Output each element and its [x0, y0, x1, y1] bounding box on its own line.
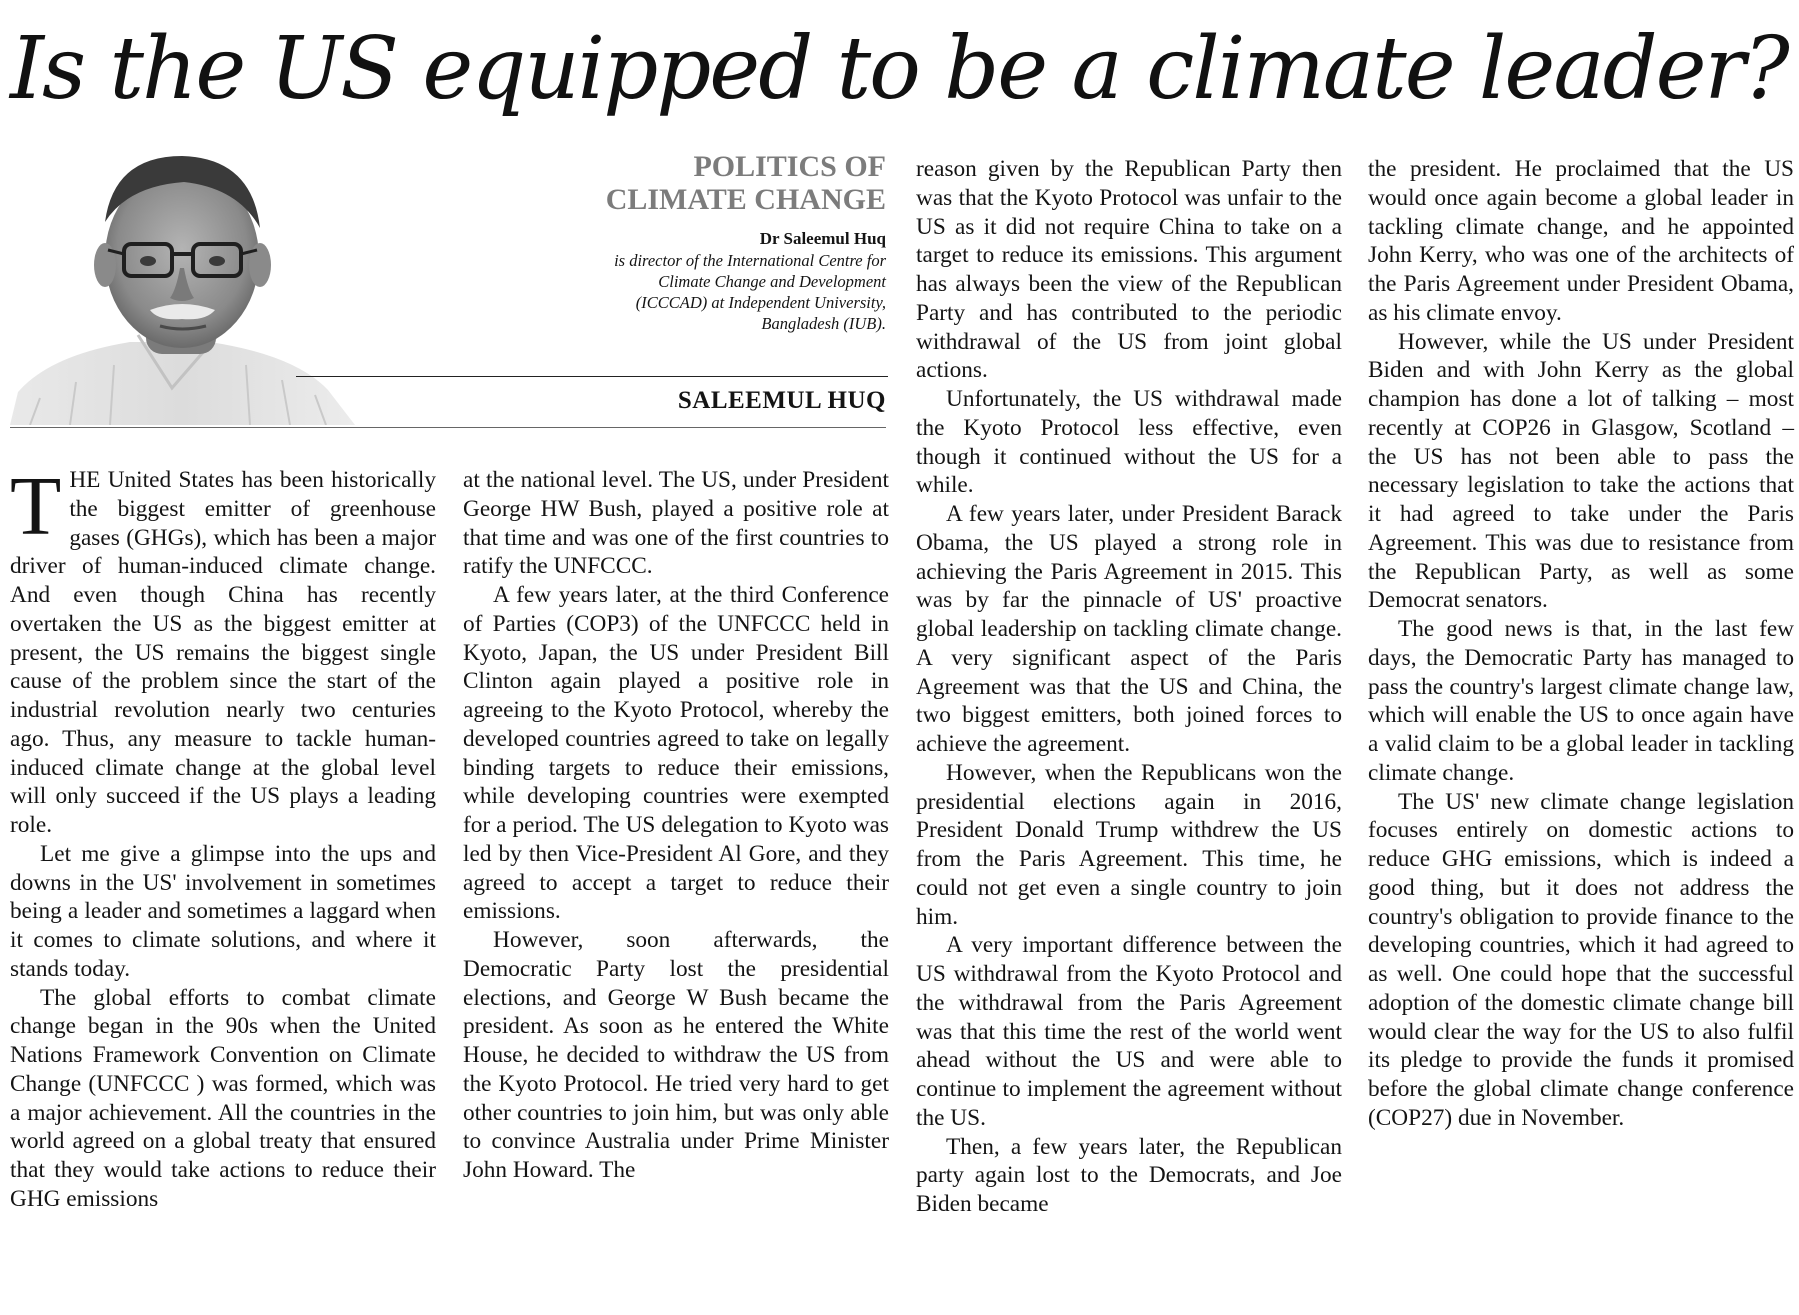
author-description: is director of the International Centre for Climate Change and Development (ICCCAD) at Independent University, Bangladesh (IUB). [614, 251, 886, 333]
paragraph: the president. He proclaimed that the US would once again become a global leader in tackling climate change, and he appointed John Kerry, who was one of the architects of the Paris Agreement under President Obama, as his climate envoy. [1368, 156, 1794, 326]
drop-cap: T [10, 460, 62, 553]
article-column-2 [463, 466, 889, 1185]
article-column-4 [1368, 155, 1794, 1133]
paragraph-text: HE United States has been historically the biggest emitter of greenhouse gases (GHGs), which has been a major driver of human-induced climate change. And even though China has recently overtaken the US as the biggest emitter at present, the US remains the biggest single cause of the problem since the start of the industrial revolution nearly two centuries ago. Thus, any measure to tackle human-induced climate change at the global level will only succeed if the US plays a leading role. [10, 467, 436, 838]
paragraph: The good news is that, in the last few days, the Democratic Party has managed to pass the country's largest climate change law, which will enable the US to once again have a valid claim to be a global leader in tackling climate change. [1368, 616, 1794, 786]
article-column-1 [10, 460, 436, 1214]
paragraph: However, soon afterwards, the Democratic Party lost the presidential elections, and George W Bush became the president. As soon as he entered the White House, he decided to withdraw the US from the Kyoto Protocol. He tried very hard to get other countries to join him, but was only able to convince Australia under Prime Minister John Howard. The [463, 927, 889, 1183]
paragraph [10, 460, 436, 840]
paragraph: at the national level. The US, under President George HW Bush, played a positive role at that time and was one of the first countries to ratify the UNFCCC. [463, 467, 889, 580]
headline: Is the US equipped to be a climate leader? [10, 19, 1788, 119]
paragraph: A very important difference between the US withdrawal from the Kyoto Protocol and the withdrawal from the Paris Agreement was that this time the rest of the world went ahead without the US and were able to continue to implement the agreement without the US. [916, 932, 1342, 1131]
author-bio [590, 228, 886, 334]
column-label: POLITICS OF CLIMATE CHANGE [605, 150, 886, 216]
paragraph: Let me give a glimpse into the ups and downs in the US' involvement in sometimes being a leader and sometimes a laggard when it comes to climate solutions, and where it stands today. [10, 840, 436, 982]
paragraph: A few years later, at the third Conference of Parties (COP3) of the UNFCCC held in Kyoto, Japan, the US under President Bill Clinton again played a positive role in agreeing to the Kyoto Protocol, whereby the developed countries agreed to take on legally binding targets to reduce their emissions, while developing countries were exempted for a period. The US delegation to Kyoto was led by then Vice-President Al Gore, and they agreed to accept a target to reduce their emissions. [463, 582, 889, 925]
paragraph: reason given by the Republican Party then was that the Kyoto Protocol was unfair to the US as it did not require China to take on a target to reduce its emissions. This argument has always been the view of the Republican Party and has contributed to the periodic withdrawal of the US from joint global actions. [916, 156, 1342, 384]
paragraph: Unfortunately, the US withdrawal made the Kyoto Protocol less effective, even though it continued without the US for a while. [916, 386, 1342, 499]
article-column-3 [916, 155, 1342, 1219]
paragraph: The US' new climate change legislation focuses entirely on domestic actions to reduce GHG emissions, which is indeed a good thing, but it does not address the country's obligation to provide finance to the developing countries, which it had agreed to as well. One could hope that the successful adoption of the domestic climate change bill would clear the way for the US to also fulfil its pledge to provide the funds it promised before the global climate change conference (COP27) due in November. [1368, 788, 1794, 1131]
paragraph: Then, a few years later, the Republican party again lost to the Democrats, and Joe Biden became [916, 1133, 1342, 1217]
paragraph: The global efforts to combat climate change began in the 90s when the United Nations Framework Convention on Climate Change (UNFCCC ) was formed, which was a major achievement. All the countries in the world agreed on a global treaty that ensured that they would take actions to reduce their GHG emissions [10, 984, 436, 1212]
paragraph: However, when the Republicans won the presidential elections again in 2016, President Donald Trump withdrew the US from the Paris Agreement. This time, he could not get even a single country to join him. [916, 759, 1342, 930]
header-bottom-rule [10, 427, 886, 428]
author-name: Dr Saleemul Huq [759, 229, 886, 248]
byline: SALEEMUL HUQ [677, 387, 886, 414]
paragraph: A few years later, under President Barack Obama, the US played a strong role in achieving the Paris Agreement in 2015. This was by far the pinnacle of US' proactive global leadership on tackling climate change. A very significant aspect of the Paris Agreement was that the US and China, the two biggest emitters, both joined forces to achieve the agreement. [916, 501, 1342, 757]
byline-rule [296, 376, 888, 377]
paragraph: However, while the US under President Biden and with John Kerry as the global champion has done a lot of talking – most recently at COP26 in Glasgow, Scotland – the US has not been able to pass the necessary legislation to take the actions that it had agreed to take under the Paris Agreement. This was due to resistance from the Republican Party, as well as some Democrat senators. [1368, 328, 1794, 614]
author-photo [10, 150, 355, 425]
